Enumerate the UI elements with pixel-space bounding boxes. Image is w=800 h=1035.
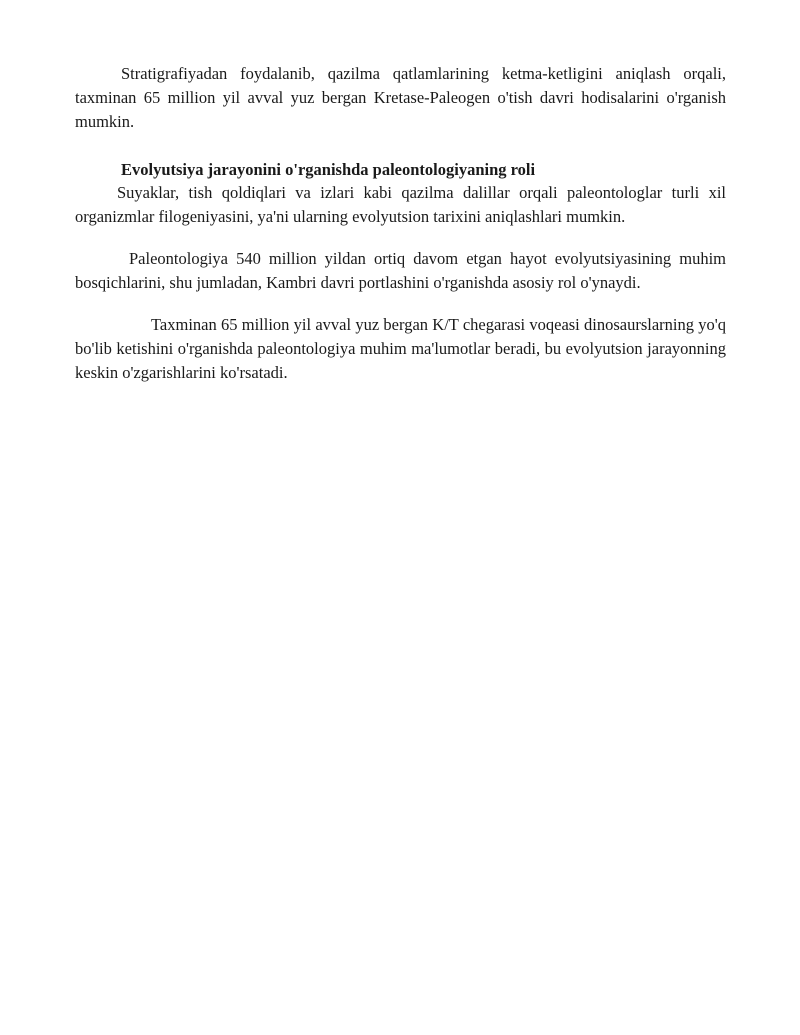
section-heading: Evolyutsiya jarayonini o'rganishda paleontologiyaning roli (121, 160, 536, 179)
paragraph-phylogeny: Suyaklar, tish qoldiqlari va izlari kabi qazilma dalillar orqali paleontologlar turli xil organizmlar filogeniyasini, ya'ni ularning evolyutsion tarixini aniqlashlari mumkin. (75, 183, 726, 226)
paragraph-kt-boundary: Taxminan 65 million yil avval yuz bergan K/T chegarasi voqeasi dinosaurslarning yo'q bo'lib ketishini o'rganishda paleontologiya muhim ma'lumotlar beradi, bu evolyutsion jarayonning keskin o'zgarishlarini ko'rsatadi. (75, 315, 726, 382)
paragraph-stratigraphy: Stratigrafiyadan foydalanib, qazilma qatlamlarining ketma-ketligini aniqlash orqali, taxminan 65 million yil avval yuz bergan Kretase-Paleogen o'tish davri hodisalarini o'rganish mumkin. (75, 64, 726, 131)
paragraph-cambrian: Paleontologiya 540 million yildan ortiq davom etgan hayot evolyutsiyasining muhim bosqichlarini, shu jumladan, Kambri davri portlashini o'rganishda asosiy rol o'ynaydi. (75, 249, 726, 292)
document-body (75, 62, 726, 385)
